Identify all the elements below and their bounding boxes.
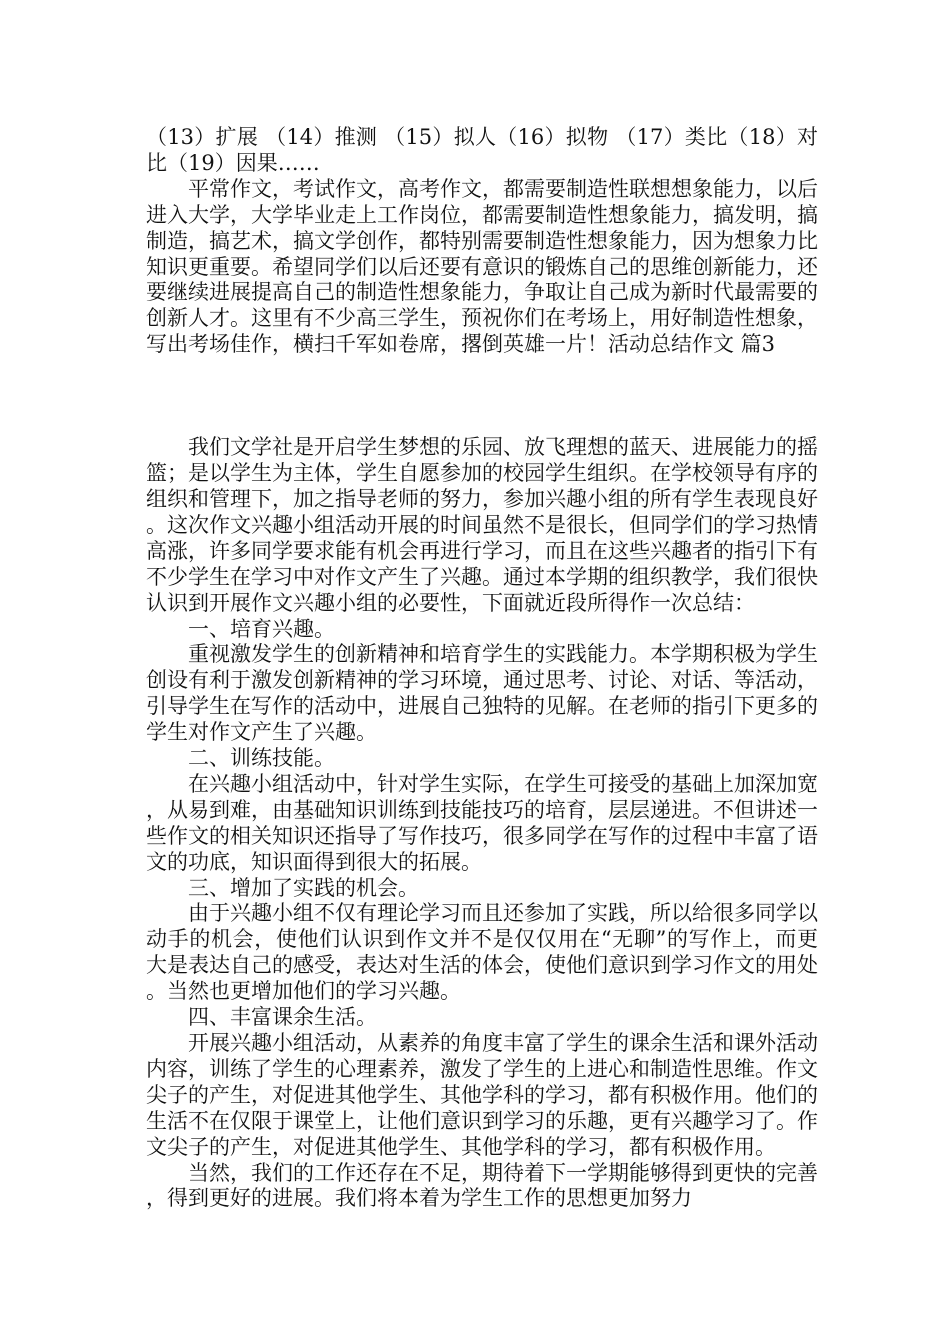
paragraph-section-3: 由于兴趣小组不仅有理论学习而且还参加了实践，所以给很多同学以动手的机会，使他们认识到作文并不是仅仅用在“无聊”的写作上，而更大是表达自己的感受，表达对生活的体会，使他们意识到学习作文的用处。当然也更增加他们的学习兴趣。 xyxy=(146,901,818,1004)
section-heading-1: 一、培育兴趣。 xyxy=(188,616,335,641)
section-gap xyxy=(146,358,818,435)
section-heading-4: 四、丰富课余生活。 xyxy=(188,1005,377,1030)
paragraph-section-1: 重视激发学生的创新精神和培育学生的实践能力。本学期积极为学生创设有利于激发创新精神的学习环境，通过思考、讨论、对话、等活动，引导学生在写作的活动中，进展自己独特的见解。在老师的指引下更多的学生对作文产生了兴趣。 xyxy=(146,642,818,745)
paragraph-intro: 我们文学社是开启学生梦想的乐园、放飞理想的蓝天、进展能力的摇篮；是以学生为主体，学生自愿参加的校园学生组织。在学校领导有序的组织和管理下，加之指导老师的努力，参加兴趣小组的所有学生表现良好。这次作文兴趣小组活动开展的时间虽然不是很长，但同学们的学习热情高涨，许多同学要求能有机会再进行学习，而且在这些兴趣者的指引下有不少学生在学习中对作文产生了兴趣。通过本学期的组织教学，我们很快认识到开展作文兴趣小组的必要性，下面就近段所得作一次总结： xyxy=(146,435,818,615)
section-heading-2: 二、训练技能。 xyxy=(188,746,335,771)
section-heading-3: 三、增加了实践的机会。 xyxy=(188,875,419,900)
document-body xyxy=(146,125,818,1212)
paragraph-conclusion: 当然，我们的工作还存在不足，期待着下一学期能够得到更快的完善，得到更好的进展。我们将本着为学生工作的思想更加努力 xyxy=(146,1160,818,1211)
paragraph-section-4: 开展兴趣小组活动，从素养的角度丰富了学生的课余生活和课外活动内容，训练了学生的心理素养，激发了学生的上进心和制造性思维。作文尖子的产生，对促进其他学生、其他学科的学习，都有积极作用。他们的生活不在仅限于课堂上，让他们意识到学习的乐趣，更有兴趣学习了。作文尖子的产生，对促进其他学生、其他学科的学习，都有积极作用。 xyxy=(146,1031,818,1159)
paragraph-section-2: 在兴趣小组活动中，针对学生实际，在学生可接受的基础上加深加宽，从易到难，由基础知识训练到技能技巧的培育，层层递进。不但讲述一些作文的相关知识还指导了写作技巧，很多同学在写作的过程中丰富了语文的功底，知识面得到很大的拓展。 xyxy=(146,771,818,874)
list-item-techniques: （13）扩展 （14）推测 （15）拟人（16）拟物 （17）类比（18）对比（19）因果…… xyxy=(146,125,818,175)
paragraph-imagination: 平常作文，考试作文，高考作文，都需要制造性联想想象能力，以后进入大学，大学毕业走上工作岗位，都需要制造性想象能力，搞发明，搞制造，搞艺术，搞文学创作，都特别需要制造性想象能力，因为想象力比知识更重要。希望同学们以后还要有意识的锻炼自己的思维创新能力，还要继续进展提高自己的制造性想象能力，争取让自己成为新时代最需要的创新人才。这里有不少高三学生，预祝你们在考场上，用好制造性想象，写出考场佳作，横扫千军如卷席，撂倒英雄一片！活动总结作文 篇3 xyxy=(146,176,818,357)
